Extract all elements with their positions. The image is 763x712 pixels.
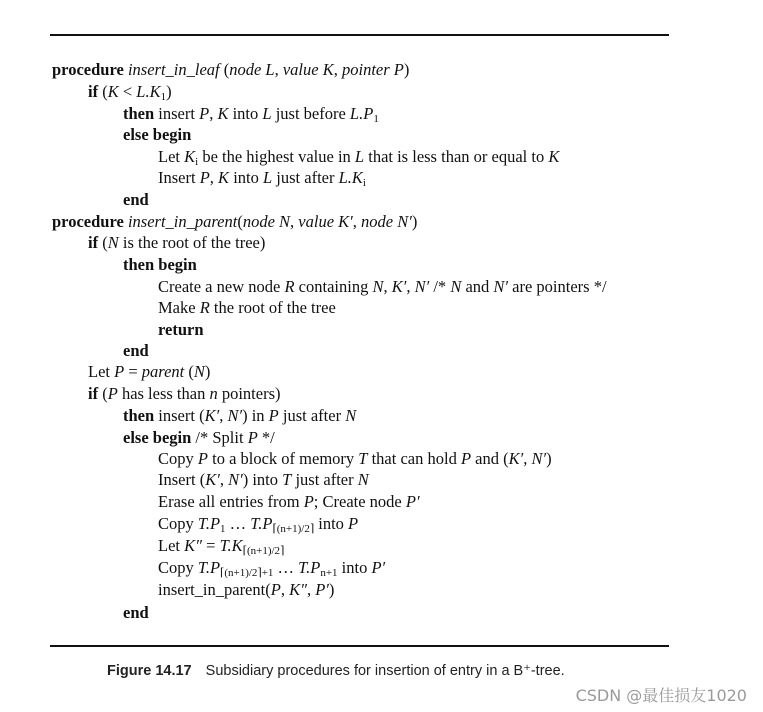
math-term: P: [247, 428, 258, 447]
math-term: insert_in_leaf: [127, 60, 220, 79]
math-term: R: [199, 298, 210, 317]
math-term: N: [357, 470, 369, 489]
code-text: ,: [406, 277, 415, 296]
code-text: Let: [158, 147, 185, 166]
code-line: [123, 341, 149, 361]
math-term: T.P: [197, 514, 221, 533]
math-term: P: [348, 514, 359, 533]
code-line: [158, 320, 204, 340]
math-term: T.P: [197, 558, 221, 577]
math-term: N: [193, 362, 205, 381]
math-term: insert_in_parent: [127, 212, 238, 231]
code-text: =: [202, 536, 220, 555]
code-text: just after: [291, 470, 358, 489]
keyword: if: [88, 82, 99, 101]
math-term: T.P: [298, 558, 321, 577]
code-line: [158, 277, 607, 297]
code-text: pointers): [217, 384, 281, 403]
math-term: P: [268, 406, 279, 425]
math-term: R: [284, 277, 295, 296]
math-term: L.K: [136, 82, 161, 101]
code-line: [158, 470, 369, 490]
code-text: insert: [154, 104, 200, 123]
code-text: is the root of the tree): [118, 233, 266, 252]
code-text: has less than: [117, 384, 210, 403]
math-term: K: [107, 82, 119, 101]
math-term: L: [262, 168, 273, 187]
code-line: [123, 190, 149, 210]
keyword: return: [158, 320, 204, 339]
math-term: P′: [405, 492, 420, 511]
math-term: K′: [508, 449, 524, 468]
code-text: ,: [209, 168, 219, 187]
math-term: N′: [227, 406, 243, 425]
code-text: ): [546, 449, 552, 468]
code-text: into: [228, 104, 263, 123]
math-term: N: [450, 277, 462, 296]
math-term: N′: [228, 470, 243, 489]
code-text: Erase all entries from: [158, 492, 304, 511]
math-term: parent: [141, 362, 185, 381]
code-text: ): [411, 212, 418, 231]
math-term: T.P: [250, 514, 273, 533]
math-term: K: [217, 104, 229, 123]
code-text: ) into: [242, 470, 283, 489]
code-text: ,: [306, 580, 316, 599]
math-term: K′: [205, 470, 220, 489]
math-term: K″: [184, 536, 203, 555]
code-text: =: [124, 362, 142, 381]
math-term: n: [209, 384, 218, 403]
keyword: then: [123, 104, 155, 123]
code-text: the root of the tree: [209, 298, 336, 317]
keyword: then: [123, 406, 155, 425]
code-text: into: [314, 514, 349, 533]
code-text: containing: [294, 277, 373, 296]
code-text: ,: [523, 449, 532, 468]
code-text: …: [273, 558, 299, 577]
code-line: [123, 255, 197, 275]
math-term: N: [345, 406, 357, 425]
code-line: [158, 536, 284, 556]
code-text: /*: [429, 277, 451, 296]
math-term: N′: [493, 277, 509, 296]
code-text: */: [257, 428, 275, 447]
math-term: N′: [531, 449, 547, 468]
code-text: into: [337, 558, 372, 577]
math-term: P: [460, 449, 472, 468]
math-term: P′: [315, 580, 329, 599]
subscript: i: [195, 156, 199, 168]
code-text: ,: [383, 277, 392, 296]
code-line: [158, 558, 385, 578]
code-text: (: [98, 384, 108, 403]
math-term: node N′: [361, 212, 412, 231]
math-term: T: [282, 470, 292, 489]
code-text: just after: [278, 406, 346, 425]
code-line: [158, 514, 358, 534]
code-text: Insert (: [158, 470, 206, 489]
code-text: that is less than or equal to: [364, 147, 549, 166]
math-term: P: [270, 580, 281, 599]
code-text: ,: [280, 580, 290, 599]
subscript: ⌈(n+1)/2⌉+1: [220, 567, 274, 579]
code-line: [158, 298, 336, 318]
code-line: [158, 147, 559, 167]
code-text: (: [237, 212, 243, 231]
code-text: ,: [290, 212, 299, 231]
math-term: P: [199, 168, 210, 187]
code-text: that can hold: [367, 449, 461, 468]
code-text: ): [403, 60, 410, 79]
code-line: [123, 104, 379, 124]
math-term: T: [358, 449, 368, 468]
code-line: [123, 406, 356, 426]
figure-label: Figure 14.17: [107, 663, 192, 679]
code-text: to a block of memory: [207, 449, 359, 468]
code-line: [158, 449, 552, 469]
code-text: ): [328, 580, 335, 599]
code-line: [123, 428, 275, 448]
code-text: Let: [158, 536, 185, 555]
subscript: ⌈(n+1)/2⌉: [272, 523, 315, 535]
code-line: [88, 82, 172, 102]
math-term: K″: [289, 580, 307, 599]
keyword: then begin: [123, 255, 197, 274]
subscript: 1: [373, 113, 379, 125]
code-text: ): [166, 82, 172, 101]
subscript: 1: [160, 91, 167, 103]
math-term: node L: [229, 60, 275, 79]
math-term: pointer P: [341, 60, 404, 79]
subscript: ⌈(n+1)/2⌉: [242, 545, 285, 557]
code-text: …: [225, 514, 251, 533]
math-term: N: [107, 233, 119, 252]
code-text: (: [184, 362, 194, 381]
math-term: P: [303, 492, 314, 511]
code-text: (: [219, 60, 230, 79]
math-term: P: [197, 449, 208, 468]
keyword: else begin: [123, 428, 192, 447]
code-text: (: [98, 233, 108, 252]
code-text: (: [98, 82, 108, 101]
math-term: P′: [371, 558, 386, 577]
code-text: Let: [88, 362, 115, 381]
subscript: n+1: [320, 567, 338, 579]
bottom-rule: [50, 645, 669, 647]
math-term: P: [107, 384, 118, 403]
code-line: [88, 233, 265, 253]
code-text: and: [461, 277, 494, 296]
code-text: into: [229, 168, 263, 187]
subscript: i: [362, 177, 366, 189]
code-line: [123, 603, 149, 623]
code-line: [158, 580, 334, 600]
code-text: ) in: [242, 406, 269, 425]
code-line: [52, 60, 409, 80]
figure-caption: [107, 663, 565, 679]
code-text: ,: [219, 406, 228, 425]
code-text: ; Create node: [313, 492, 406, 511]
math-term: L.P: [349, 104, 374, 123]
math-term: L: [354, 147, 365, 166]
math-term: P: [114, 362, 125, 381]
math-term: node N: [242, 212, 291, 231]
code-text: Make: [158, 298, 200, 317]
code-text: are pointers */: [508, 277, 607, 296]
code-text: Copy: [158, 558, 198, 577]
math-term: T.K: [219, 536, 243, 555]
code-text: /* Split: [191, 428, 248, 447]
code-text: Insert: [158, 168, 200, 187]
keyword: procedure: [52, 60, 124, 79]
code-text: ,: [333, 60, 342, 79]
math-term: L: [262, 104, 272, 123]
keyword: if: [88, 233, 99, 252]
code-line: [123, 125, 191, 145]
code-line: [158, 168, 366, 188]
math-term: K: [548, 147, 560, 166]
math-term: value K: [282, 60, 334, 79]
code-text: ,: [352, 212, 362, 231]
code-line: [88, 362, 210, 382]
code-text: ,: [274, 60, 283, 79]
math-term: N: [372, 277, 384, 296]
keyword: end: [123, 190, 149, 209]
watermark: CSDN @最佳损友1020: [575, 686, 747, 705]
code-text: and (: [471, 449, 509, 468]
code-text: insert (: [154, 406, 205, 425]
top-rule: [50, 34, 669, 36]
keyword: if: [88, 384, 99, 403]
code-text: just before: [271, 104, 350, 123]
math-term: L.K: [338, 168, 363, 187]
code-text: be the highest value in: [198, 147, 355, 166]
code-line: [88, 384, 281, 404]
math-term: N′: [414, 277, 430, 296]
code-text: Copy: [158, 449, 198, 468]
code-line: [158, 492, 420, 512]
keyword: end: [123, 341, 149, 360]
code-text: Copy: [158, 514, 198, 533]
code-text: ): [204, 362, 211, 381]
math-term: value K′: [298, 212, 353, 231]
code-text: Create a new node: [158, 277, 285, 296]
keyword: else begin: [123, 125, 192, 144]
caption-text: Subsidiary procedures for insertion of entry in a B⁺-tree.: [205, 663, 565, 679]
code-text: ,: [209, 104, 218, 123]
code-text: ,: [219, 470, 229, 489]
keyword: procedure: [52, 212, 124, 231]
subscript: 1: [220, 523, 226, 535]
math-term: K′: [391, 277, 407, 296]
math-term: K′: [204, 406, 220, 425]
code-line: [52, 212, 417, 232]
math-term: K: [218, 168, 230, 187]
code-text: insert_in_parent(: [158, 580, 271, 599]
code-text: just after: [272, 168, 339, 187]
code-text: <: [118, 82, 137, 101]
math-term: P: [199, 104, 210, 123]
keyword: end: [123, 603, 149, 622]
math-term: K: [184, 147, 196, 166]
